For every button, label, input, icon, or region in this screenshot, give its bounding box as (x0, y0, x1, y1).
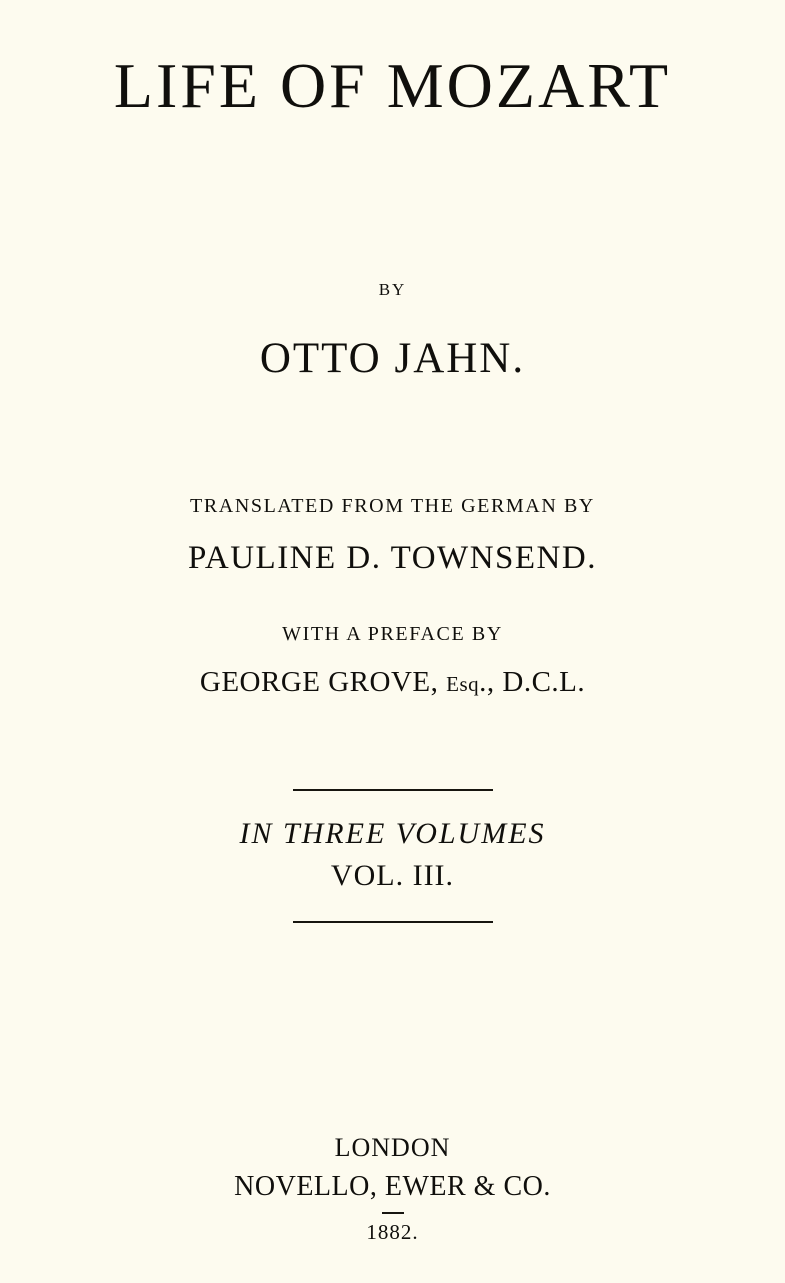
divider-imprint (382, 1212, 404, 1214)
translator-name: PAULINE D. TOWNSEND. (188, 540, 597, 577)
imprint-publisher: NOVELLO, EWER & CO. (234, 1171, 551, 1202)
by-label: BY (378, 280, 407, 300)
imprint-year: 1882. (366, 1220, 419, 1244)
preface-label: WITH A PREFACE BY (282, 623, 503, 646)
divider-bottom (293, 921, 493, 923)
volumes-statement: IN THREE VOLUMES (239, 817, 546, 851)
volume-number: VOL. III. (330, 859, 455, 893)
imprint (0, 1133, 785, 1245)
imprint-city: LONDON (334, 1133, 451, 1162)
divider-top (293, 789, 493, 791)
preface-author (200, 666, 585, 699)
page-title: LIFE OF MOZART (113, 50, 672, 121)
preface-author-suffix-small: Esq (446, 672, 480, 697)
preface-author-suffix-rest: ., D.C.L. (479, 666, 586, 699)
translation-label: TRANSLATED FROM THE GERMAN BY (190, 495, 595, 518)
preface-author-name: GEORGE GROVE, (199, 666, 447, 699)
author-name: OTTO JAHN. (259, 335, 526, 383)
